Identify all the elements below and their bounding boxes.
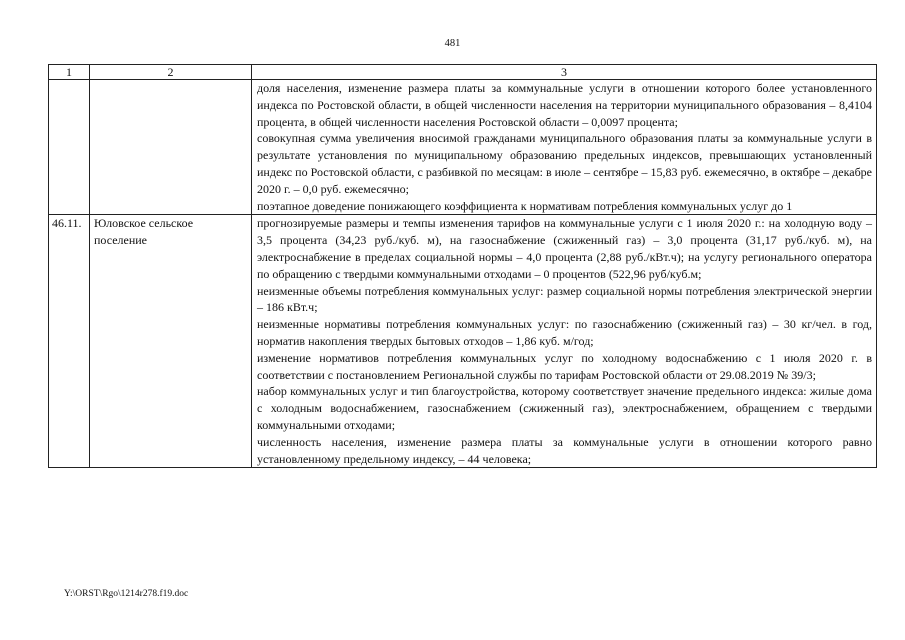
- paragraph: неизменные нормативы потребления коммунальных услуг: по газоснабжению (сжиженный газ) – 30 кг/чел. в год, норматив накопления твердых бытовых отходов – 1,86 куб. м/год;: [257, 317, 872, 348]
- table-header-row: [49, 65, 877, 80]
- paragraph: неизменные объемы потребления коммунальных услуг: размер социальной нормы потребления электрической энергии – 186 кВт.ч;: [257, 283, 872, 315]
- paragraph: изменение нормативов потребления коммунальных услуг по холодному водоснабжению с 1 июля 2020 г. в соответствии с постановлением Региональной службы по тарифам Ростовской области от 29.08.2019 № 39/3;: [257, 350, 872, 382]
- table-row: [49, 80, 877, 215]
- table-row: [49, 215, 877, 468]
- row-number-cell: [49, 80, 90, 215]
- page-number: 481: [444, 38, 461, 49]
- settlement-name-cell: Юловское сельское поселение: [90, 215, 252, 468]
- column-header-3: 3: [252, 65, 877, 80]
- description-cell: [252, 80, 877, 215]
- settlement-name-cell: [90, 80, 252, 215]
- paragraph: численность населения, изменение размера платы за коммунальные услуги в отношении которого равно установленному предельному индексу, – 44 человека;: [257, 434, 872, 466]
- paragraph: прогнозируемые размеры и темпы изменения тарифов на коммунальные услуги с 1 июля 2020 г.: на холодную воду – 3,5 процента (34,23 руб./куб. м), на газоснабжение (сжиженный газ) – 3,0 процента (31,17 руб./куб. м), на электроснабжение в пределах социальной нормы – 4,0 процента (2,88 руб./кВт.ч); на услугу регионального оператора по обращению с твердыми коммунальными отходами – 0 процентов (522,96 руб/куб.м;: [257, 216, 872, 281]
- description-cell: [252, 215, 877, 468]
- tariff-table: [48, 64, 877, 468]
- column-header-2: 2: [90, 65, 252, 80]
- paragraph: совокупная сумма увеличения вносимой гражданами муниципального образования платы за коммунальные услуги в результате установления по муниципальному образованию предельных индексов, превышающих установленный индекс по Ростовской области, с разбивкой по месяцам: в июле – сентябре – 15,83 руб. ежемесячно, в октябре – декабре 2020 г. – 0,0 руб. ежемесячно;: [257, 131, 872, 196]
- column-header-1: 1: [49, 65, 90, 80]
- paragraph: набор коммунальных услуг и тип благоустройства, которому соответствует значение предельного индекса: жилые дома с холодным водоснабжением, газоснабжением (сжиженный газ), электроснабжением, обращением с твердыми коммунальными отходами;: [257, 384, 872, 432]
- row-number-cell: 46.11.: [49, 215, 90, 468]
- paragraph: доля населения, изменение размера платы за коммунальные услуги в отношении которого более установленного индекса по Ростовской области, в общей численности населения на территории муниципального образования – 8,4104 процента, в общей численности населения Ростовской области – 0,0097 процента;: [257, 81, 872, 129]
- file-path-footer: Y:\ORST\Rgo\1214r278.f19.doc: [64, 589, 189, 599]
- paragraph: поэтапное доведение понижающего коэффициента к нормативам потребления коммунальных услуг до 1: [257, 198, 793, 213]
